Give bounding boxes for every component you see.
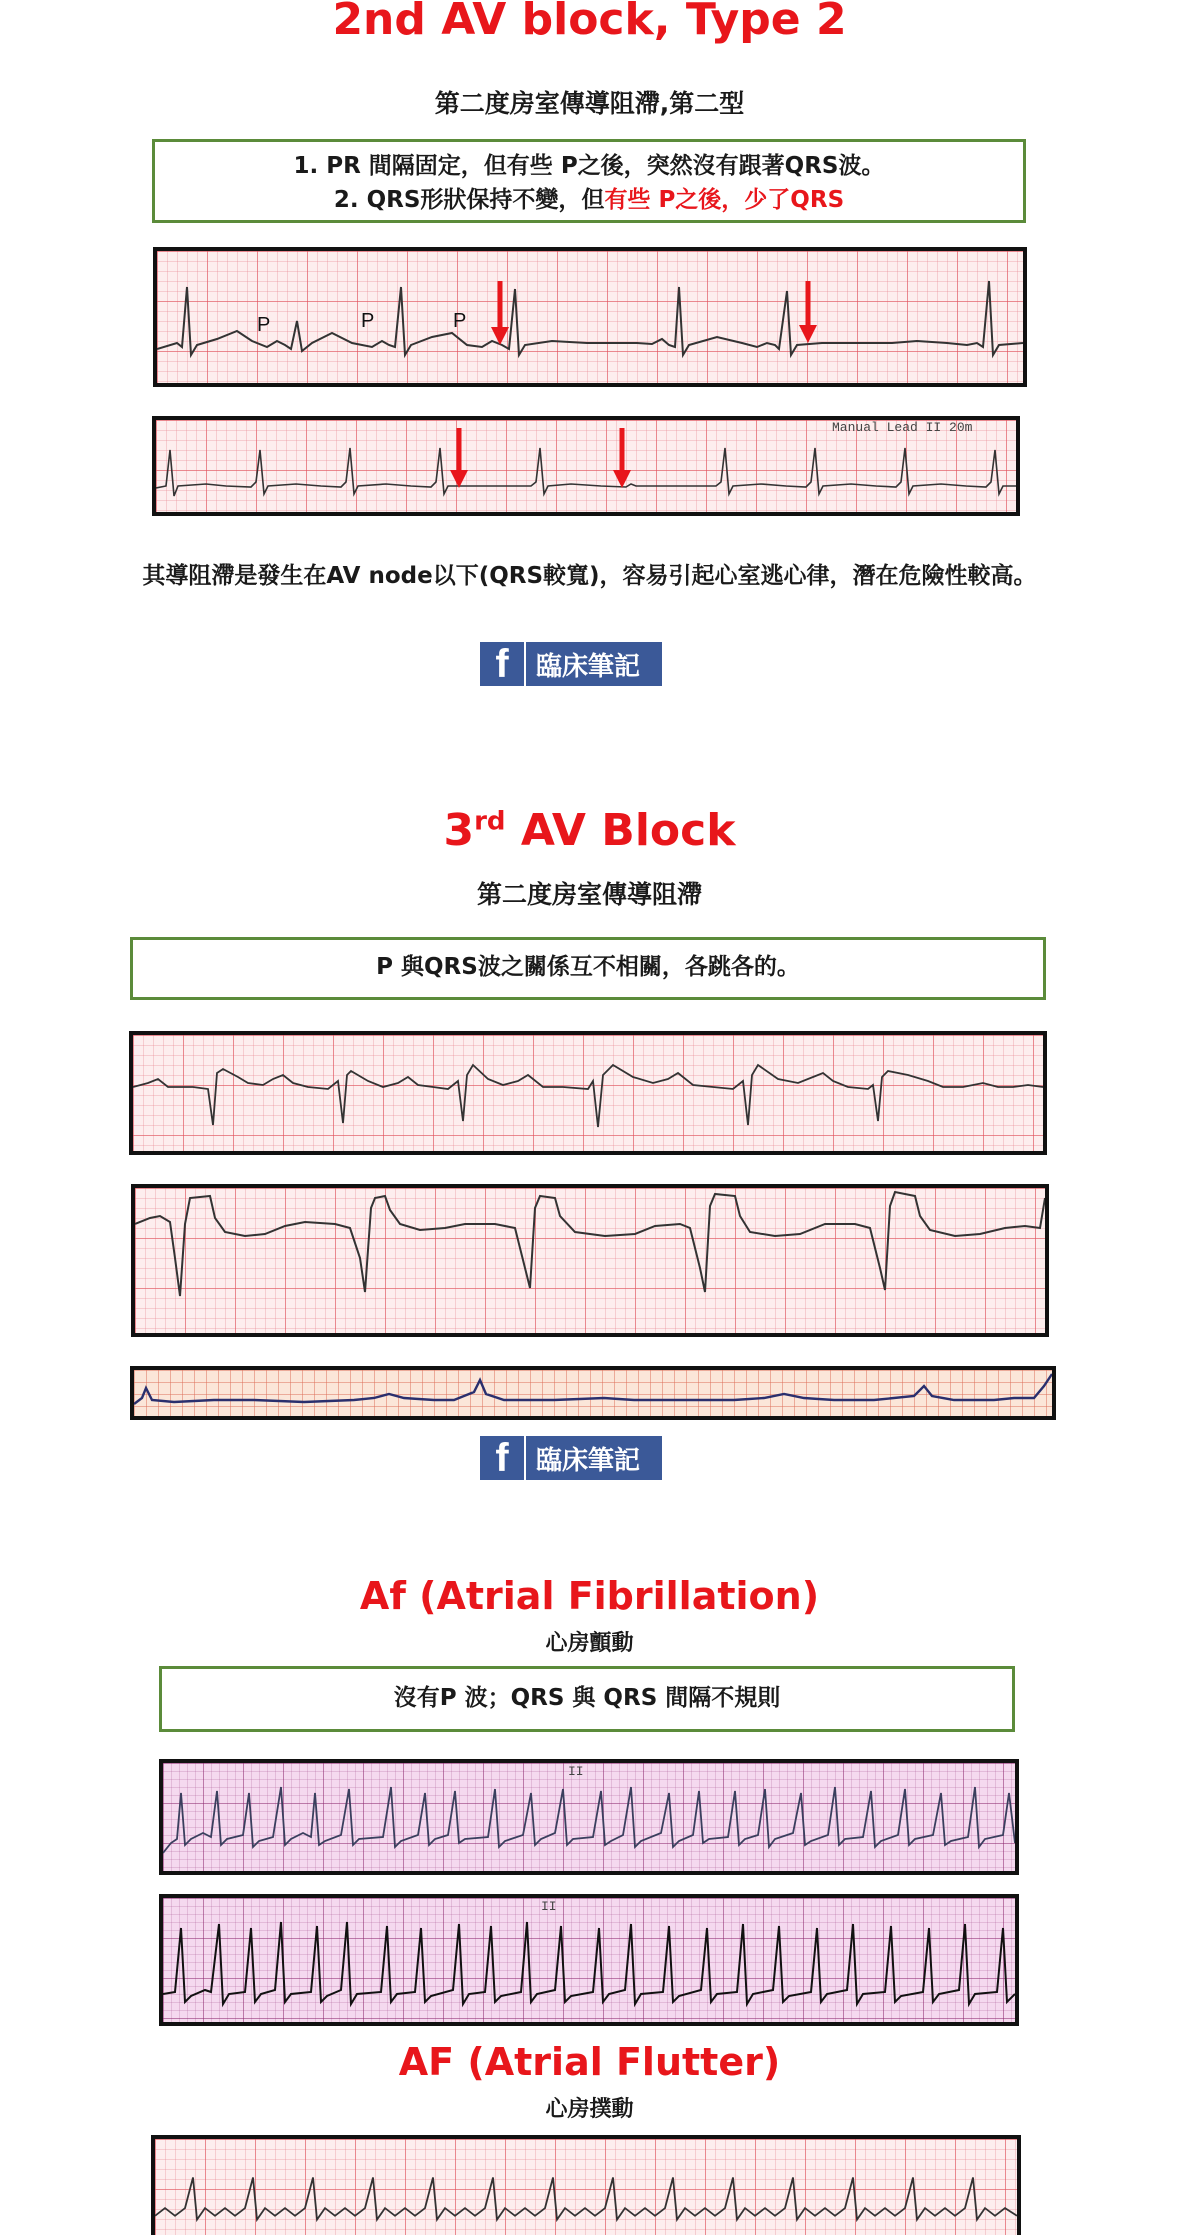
note-line-1: 1. PR 間隔固定，但有些 P之後，突然沒有跟著QRS波。 xyxy=(293,153,885,179)
section-3rd-subtitle: 第二度房室傳導阻滯 xyxy=(476,880,702,909)
ecg-strip-3rd-b xyxy=(131,1184,1049,1337)
ecg-strip-aflutter xyxy=(151,2135,1021,2235)
note-line-2-prefix: 2. QRS形狀保持不變，但 xyxy=(333,187,605,213)
ecg-strip-2nd-a xyxy=(153,247,1027,387)
section-2nd-note xyxy=(152,139,1026,223)
section-2nd-title: 2nd AV block, Type 2 xyxy=(332,0,847,45)
ecg-strip-af-a xyxy=(159,1759,1019,1875)
strip-device-text: Manual Lead II 20m xyxy=(832,420,973,435)
fb-badge[interactable] xyxy=(480,1436,662,1480)
arrow-down-icon xyxy=(799,281,817,343)
section-af-title: Af (Atrial Fibrillation) xyxy=(359,1574,820,1618)
section-3rd-title-rest: AV Block xyxy=(505,805,736,856)
p-label-1: P xyxy=(257,314,271,336)
section-aflutter-subtitle: 心房撲動 xyxy=(545,2097,634,2122)
ecg-strip-af-b xyxy=(159,1894,1019,2026)
section-af-subtitle: 心房顫動 xyxy=(545,1631,634,1656)
arrow-down-icon xyxy=(613,428,631,488)
lead-mark: II xyxy=(568,1764,584,1779)
section-aflutter-title: AF (Atrial Flutter) xyxy=(398,2040,781,2084)
section-3rd-title-sup: rd xyxy=(474,806,506,837)
arrow-down-icon xyxy=(450,428,468,488)
fb-badge-label: 臨床筆記 xyxy=(536,651,641,682)
section-2nd-subtitle: 第二度房室傳導阻滯,第二型 xyxy=(434,89,745,118)
lead-mark: II xyxy=(541,1899,557,1914)
section-af-note: 沒有P 波；QRS 與 QRS 間隔不規則 xyxy=(159,1666,1015,1732)
ecg-strip-2nd-b xyxy=(152,416,1020,516)
section-3rd-note: P 與QRS波之關係互不相關，各跳各的。 xyxy=(130,937,1046,1000)
section-3rd-title xyxy=(0,805,1179,856)
ecg-strip-3rd-c xyxy=(130,1366,1056,1420)
arrow-down-icon xyxy=(491,281,509,345)
fb-badge[interactable] xyxy=(480,642,662,686)
ecg-strip-3rd-a xyxy=(129,1031,1047,1155)
section-3rd-title-main: 3 xyxy=(443,805,475,856)
section-2nd-footer: 其導阻滯是發生在AV node以下(QRS較寬)，容易引起心室逃心律，潛在危險性較高。 xyxy=(142,563,1037,589)
p-label-3: P xyxy=(453,310,467,332)
facebook-icon: f xyxy=(480,642,526,686)
note-line-2-highlight: 有些 P之後，少了QRS xyxy=(604,187,845,213)
note-line-2 xyxy=(155,183,1023,217)
facebook-icon: f xyxy=(480,1436,526,1480)
fb-badge-label: 臨床筆記 xyxy=(536,1445,641,1476)
p-label-2: P xyxy=(361,310,375,332)
